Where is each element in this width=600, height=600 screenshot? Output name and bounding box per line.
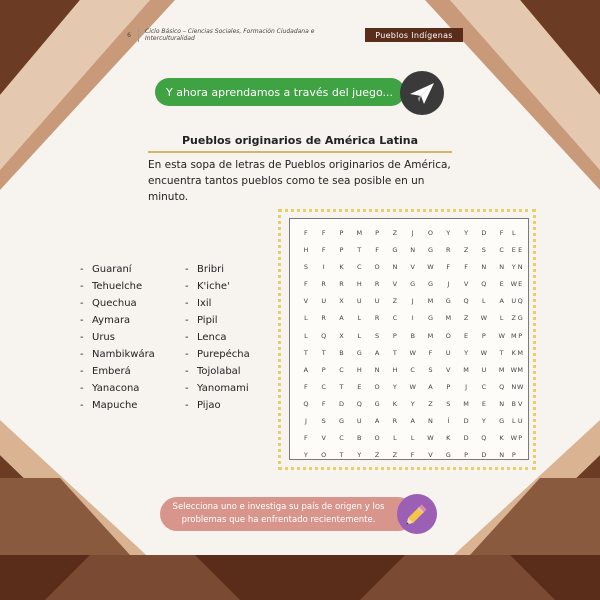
word-search-letter[interactable]: V	[321, 434, 326, 443]
word-search-letter[interactable]: U	[511, 297, 517, 306]
word-search-letter[interactable]: Z	[428, 399, 433, 408]
word-search-letter[interactable]: S	[428, 365, 433, 374]
word-search-letter[interactable]: J	[411, 297, 414, 306]
word-search-letter[interactable]: N	[499, 451, 505, 460]
word-search-letter[interactable]: N	[392, 263, 398, 272]
word-search-letter[interactable]: U	[517, 417, 523, 426]
word-search-letter[interactable]: M	[517, 348, 524, 357]
word-search-letter[interactable]: B	[410, 331, 415, 340]
word-search-letter[interactable]: L	[304, 314, 308, 323]
word-search-letter[interactable]: U	[374, 297, 380, 306]
word-list-item: - Quechua	[80, 298, 137, 309]
word-search-letter[interactable]: E	[464, 331, 469, 340]
word-search-letter[interactable]: R	[321, 280, 326, 289]
word-list-item: - Nambikwára	[80, 349, 155, 360]
word-search-letter[interactable]: C	[321, 382, 326, 391]
word-search-letter[interactable]: K	[499, 434, 504, 443]
word-search-letter[interactable]: H	[356, 280, 362, 289]
word-search-letter[interactable]: T	[499, 348, 504, 357]
word-search-letter[interactable]: H	[356, 365, 362, 374]
word-list-item: - Pijao	[185, 400, 221, 411]
course-title: Ciclo Básico – Ciencias Sociales, Formación Ciudadana e Interculturalidad	[138, 28, 359, 42]
word-search-letter[interactable]: O	[374, 263, 380, 272]
word-list-column-2	[185, 263, 250, 416]
word-search-letter[interactable]: Q	[321, 331, 327, 340]
word-search-letter[interactable]: A	[374, 348, 380, 357]
word-search-letter[interactable]: Z	[392, 229, 398, 237]
word-search-letter[interactable]: M	[356, 229, 363, 237]
word-search-letter[interactable]: Y	[357, 451, 362, 460]
word-search-letter[interactable]: F	[499, 229, 504, 237]
word-search-letter[interactable]: S	[375, 331, 380, 340]
word-search-letter[interactable]: H	[392, 365, 398, 374]
word-search-letter[interactable]: P	[321, 365, 326, 374]
word-search-letter[interactable]: J	[411, 229, 414, 237]
word-search-letter[interactable]: G	[427, 314, 433, 323]
word-search-letter[interactable]: S	[321, 417, 326, 426]
word-search-letter[interactable]: D	[338, 399, 344, 408]
word-search-letter[interactable]: C	[499, 246, 504, 255]
word-search-letter[interactable]: T	[303, 348, 308, 357]
word-search-letter[interactable]: O	[445, 331, 451, 340]
word-search-letter[interactable]: G	[356, 348, 362, 357]
word-search-letter[interactable]: M	[463, 365, 469, 374]
word-search-letter[interactable]: P	[518, 434, 523, 443]
word-search-letter[interactable]: T	[357, 246, 362, 255]
word-search-letter[interactable]: O	[321, 451, 327, 460]
word-search-letter[interactable]: S	[481, 246, 486, 255]
page-number: 6	[127, 31, 131, 39]
word-search-letter[interactable]: K	[446, 434, 451, 443]
section-title: Pueblos originarios de América Latina	[182, 134, 418, 147]
word-search-letter[interactable]: R	[339, 280, 344, 289]
word-search-letter[interactable]: N	[428, 417, 433, 426]
word-search-letter[interactable]: N	[410, 246, 416, 255]
word-search-letter[interactable]: F	[375, 246, 379, 255]
word-search-letter[interactable]: B	[511, 399, 517, 408]
word-search-letter[interactable]: S	[446, 399, 451, 408]
word-search-letter[interactable]: Z	[463, 314, 469, 323]
word-search-letter[interactable]: V	[463, 280, 469, 289]
word-search-letter[interactable]: G	[445, 451, 451, 460]
word-search-letter[interactable]: W	[480, 314, 488, 323]
word-search-letter[interactable]: Z	[392, 297, 398, 306]
word-search-letter[interactable]: G	[445, 297, 451, 306]
word-search-letter[interactable]: N	[517, 263, 523, 272]
word-search-letter[interactable]: W	[517, 382, 524, 391]
word-search-letter[interactable]: Y	[464, 348, 469, 357]
word-search-letter[interactable]: E	[499, 280, 504, 289]
word-search-letter[interactable]: U	[356, 297, 362, 306]
word-search-letter[interactable]: V	[303, 297, 309, 306]
word-search-letter[interactable]: E	[357, 382, 362, 391]
word-search-letter[interactable]: Y	[464, 229, 469, 237]
word-search-letter[interactable]: P	[446, 382, 451, 391]
word-search-letter[interactable]: F	[446, 263, 451, 272]
word-search-letter[interactable]: C	[392, 314, 398, 323]
page-header	[120, 28, 453, 42]
word-search-letter[interactable]: Y	[303, 451, 308, 460]
word-search-letter[interactable]: P	[375, 229, 380, 237]
word-search-letter[interactable]: G	[392, 246, 398, 255]
word-search-letter[interactable]: M	[463, 399, 469, 408]
research-prompt-text: Selecciona uno e investiga su país de origen y los problemas que ha enfrentado recientemente.	[172, 502, 385, 525]
word-search-letter[interactable]: U	[481, 365, 487, 374]
word-search-letter[interactable]: A	[339, 314, 344, 323]
word-search-letter[interactable]: D	[463, 417, 469, 426]
word-search-letter[interactable]: P	[339, 246, 344, 255]
word-search-letter[interactable]: P	[339, 229, 344, 237]
research-prompt	[160, 497, 415, 531]
game-banner-text: Y ahora aprendamos a través del juego...	[166, 85, 393, 99]
word-search-letter[interactable]: T	[321, 348, 326, 357]
word-search-letter[interactable]: P	[511, 451, 516, 460]
word-search-letter[interactable]: Q	[481, 280, 487, 289]
word-search-letter[interactable]: R	[446, 246, 451, 255]
word-search-letter[interactable]: W	[480, 348, 488, 357]
word-search-letter[interactable]: L	[511, 417, 516, 426]
word-search-letter[interactable]: Q	[517, 297, 523, 306]
word-search-letter[interactable]: F	[304, 382, 308, 391]
word-search-letter[interactable]: A	[374, 417, 380, 426]
word-search-letter[interactable]: A	[428, 382, 433, 391]
word-list-item: - Guaraní	[80, 264, 132, 275]
word-list-item: - Bribri	[185, 264, 224, 275]
pencil-icon	[397, 494, 437, 534]
word-search-letter[interactable]: R	[374, 280, 380, 289]
word-list-item: - Lenca	[185, 332, 227, 343]
word-search-letter[interactable]: U	[321, 297, 327, 306]
word-search-letter[interactable]: X	[339, 297, 344, 306]
word-search-letter[interactable]: G	[427, 280, 433, 289]
word-search-letter[interactable]: Q	[499, 382, 505, 391]
word-search-letter[interactable]: R	[392, 417, 398, 426]
word-search-letter[interactable]: F	[321, 229, 326, 237]
word-search-letter[interactable]: G	[374, 399, 380, 408]
word-search-letter[interactable]: A	[410, 417, 415, 426]
word-search-letter[interactable]: P	[481, 331, 486, 340]
word-search-letter[interactable]: M	[427, 331, 434, 340]
word-search-letter[interactable]: Z	[374, 451, 380, 460]
word-search-letter[interactable]: V	[392, 280, 398, 289]
word-search-letter[interactable]: W	[510, 365, 517, 374]
word-search-letter[interactable]: I	[411, 314, 414, 323]
word-search-letter[interactable]: T	[339, 451, 344, 460]
word-search-letter[interactable]: Z	[392, 451, 398, 460]
word-search-letter[interactable]: N	[511, 382, 517, 391]
word-search-letter[interactable]: Í	[447, 417, 450, 426]
word-search-letter[interactable]: M	[510, 331, 517, 340]
word-search-letter[interactable]: C	[410, 365, 415, 374]
word-search-letter[interactable]: K	[511, 348, 516, 357]
word-search-letter[interactable]: A	[303, 365, 309, 374]
word-list-item: - Emberá	[80, 366, 131, 377]
word-search-letter[interactable]: G	[517, 314, 523, 323]
word-search-letter[interactable]: G	[410, 280, 416, 289]
word-search-letter[interactable]: T	[339, 382, 344, 391]
word-search-letter[interactable]: L	[482, 297, 486, 306]
word-list-item: - Mapuche	[80, 400, 138, 411]
word-search-letter[interactable]: F	[304, 280, 308, 289]
word-search-letter[interactable]: C	[339, 434, 344, 443]
word-search-letter[interactable]: Z	[463, 246, 469, 255]
word-search-letter[interactable]: L	[393, 434, 397, 443]
word-search-letter[interactable]: Q	[303, 399, 309, 408]
word-search-letter[interactable]: N	[374, 365, 380, 374]
word-list-item: - Urus	[80, 332, 115, 343]
word-search-letter[interactable]: L	[410, 434, 415, 443]
word-search-letter[interactable]: Y	[392, 382, 397, 391]
word-search-letter[interactable]: M	[445, 314, 452, 323]
word-search-letter[interactable]: O	[374, 434, 380, 443]
word-search-letter[interactable]: L	[304, 331, 308, 340]
word-search-letter[interactable]: M	[498, 365, 505, 374]
word-search-letter[interactable]: F	[464, 263, 468, 272]
word-search-letter[interactable]: W	[409, 382, 416, 391]
word-search-letter[interactable]: P	[464, 451, 469, 460]
word-search-letter[interactable]: L	[357, 331, 362, 340]
word-search-letter[interactable]: K	[392, 399, 398, 408]
word-search-letter[interactable]: P	[392, 331, 397, 340]
word-search-letter[interactable]: J	[447, 280, 450, 289]
word-search-letter[interactable]: L	[357, 314, 362, 323]
word-search-letter[interactable]: L	[511, 229, 516, 237]
word-search-grid[interactable]	[297, 229, 523, 468]
word-search-letter[interactable]: N	[481, 263, 487, 272]
word-search-letter[interactable]: V	[446, 365, 451, 374]
word-list-item: - Purepécha	[185, 349, 250, 360]
word-search-letter[interactable]: N	[499, 399, 505, 408]
word-search-letter[interactable]: M	[517, 365, 524, 374]
word-search-letter[interactable]: W	[498, 331, 505, 340]
paper-plane-icon	[400, 71, 444, 115]
word-search-letter[interactable]: E	[511, 246, 516, 255]
word-search-letter[interactable]: U	[445, 348, 451, 357]
word-search-letter[interactable]: R	[374, 314, 380, 323]
word-search-letter[interactable]: G	[499, 417, 505, 426]
word-search-letter[interactable]: F	[321, 246, 326, 255]
word-search-letter[interactable]: E	[481, 399, 486, 408]
word-search-letter[interactable]: W	[510, 280, 517, 289]
word-search-letter[interactable]: Q	[463, 297, 469, 306]
word-search-letter[interactable]: G	[427, 246, 433, 255]
word-search-letter[interactable]: R	[321, 314, 326, 323]
word-search-letter[interactable]: V	[410, 263, 415, 272]
word-search-letter[interactable]: G	[338, 417, 345, 426]
word-search-letter[interactable]: V	[428, 451, 433, 460]
word-search-letter[interactable]: H	[303, 246, 309, 255]
word-search-letter[interactable]: B	[339, 348, 344, 357]
word-search-letter[interactable]: C	[357, 263, 362, 272]
word-search-letter[interactable]: O	[427, 229, 434, 237]
word-search-letter[interactable]: W	[427, 263, 434, 272]
word-search-letter[interactable]: F	[410, 451, 415, 460]
word-search-letter[interactable]: E	[518, 246, 523, 255]
word-search-letter[interactable]: W	[510, 434, 517, 443]
word-search-letter[interactable]: U	[356, 417, 362, 426]
word-search-letter[interactable]: K	[339, 263, 344, 272]
word-search-letter[interactable]: C	[481, 382, 487, 391]
section-instructions: En esta sopa de letras de Pueblos originarios de América, encuentra tantos pueblos como te sea posible en un minuto.	[148, 159, 451, 203]
word-search-letter[interactable]: N	[499, 263, 505, 272]
word-search-letter[interactable]: J	[465, 382, 468, 391]
word-search-letter[interactable]: E	[518, 280, 523, 289]
word-search-letter[interactable]: F	[304, 434, 308, 443]
word-search-letter[interactable]: Z	[511, 314, 516, 323]
game-banner	[155, 78, 405, 106]
word-search-letter[interactable]: Y	[410, 399, 415, 408]
word-list-item: - Yanacona	[80, 383, 140, 394]
word-search-letter[interactable]: P	[518, 331, 523, 340]
word-search-letter[interactable]: M	[427, 297, 434, 306]
word-list-item: - Pipil	[185, 315, 218, 326]
word-search-letter[interactable]: W	[409, 348, 416, 357]
title-underline	[148, 151, 452, 153]
word-list-item: - K'iche'	[185, 281, 230, 292]
word-search-letter[interactable]: L	[499, 314, 504, 323]
word-search-letter[interactable]: Q	[356, 399, 362, 408]
word-search-letter[interactable]: Q	[481, 434, 487, 443]
word-list-column-1	[80, 263, 155, 416]
word-search-letter[interactable]: S	[303, 263, 308, 272]
word-list-item: - Yanomami	[185, 383, 249, 394]
word-search-letter[interactable]: V	[517, 399, 523, 408]
word-search-letter[interactable]: F	[304, 229, 308, 237]
word-search-letter[interactable]: J	[304, 417, 307, 426]
word-search-letter[interactable]: X	[339, 331, 344, 340]
word-list-item: - Tehuelche	[80, 281, 143, 292]
word-search-letter[interactable]: B	[357, 434, 362, 443]
word-search-letter[interactable]: D	[481, 229, 487, 237]
word-search-letter[interactable]: A	[499, 297, 504, 306]
word-search-letter[interactable]: O	[374, 382, 380, 391]
word-search-letter[interactable]: C	[339, 365, 344, 374]
word-search-letter[interactable]: T	[392, 348, 397, 357]
word-search-letter[interactable]: I	[322, 263, 325, 272]
word-search-letter[interactable]: Y	[446, 229, 451, 237]
word-search-letter[interactable]: D	[463, 434, 469, 443]
word-search-letter[interactable]: F	[428, 348, 433, 357]
word-search-letter[interactable]: Y	[481, 417, 486, 426]
word-list-item: - Ixil	[185, 298, 212, 309]
word-search-letter[interactable]: W	[427, 434, 434, 443]
word-search-letter[interactable]: D	[481, 451, 487, 460]
word-list-item: - Aymara	[80, 315, 131, 326]
word-list-item: - Tojolabal	[185, 366, 241, 377]
word-search-letter[interactable]: F	[321, 399, 326, 408]
section-tag: Pueblos Indígenas	[365, 28, 463, 42]
word-search-letter[interactable]: Y	[511, 263, 516, 272]
